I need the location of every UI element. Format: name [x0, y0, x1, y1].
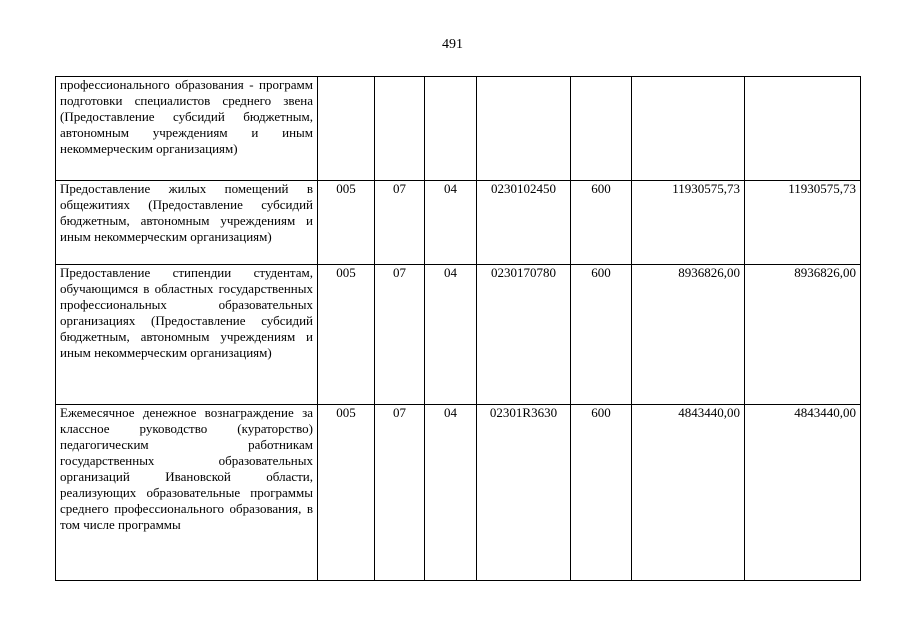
row-section-code [375, 77, 425, 181]
row-amount-1 [632, 77, 745, 181]
row-subsection-code: 04 [425, 181, 477, 265]
row-target-article: 0230102450 [477, 181, 571, 265]
row-target-article: 02301R3630 [477, 405, 571, 581]
row-expense-type [571, 77, 632, 181]
row-amount-2: 4843440,00 [745, 405, 861, 581]
row-amount-1: 4843440,00 [632, 405, 745, 581]
row-subsection-code [425, 77, 477, 181]
row-description: Предоставление жилых помещений в общежитиях (Предоставление субсидий бюджетным, автономным учреждениям и иным некоммерческим организациям) [56, 181, 318, 265]
row-ministry-code: 005 [318, 405, 375, 581]
row-amount-2: 8936826,00 [745, 265, 861, 405]
row-amount-1: 11930575,73 [632, 181, 745, 265]
table-row [56, 265, 861, 405]
row-expense-type: 600 [571, 405, 632, 581]
row-expense-type: 600 [571, 181, 632, 265]
row-description: Ежемесячное денежное вознаграждение за классное руководство (кураторство) педагогическим работникам государственных образовательных организаций Ивановской области, реализующих образовательные программы среднего профессионального образования, в том числе программы [56, 405, 318, 581]
row-section-code: 07 [375, 181, 425, 265]
row-description: Предоставление стипендии студентам, обучающимся в областных государственных профессиональных образовательных организациях (Предоставление субсидий бюджетным, автономным учреждениям и иным некоммерческим организациям) [56, 265, 318, 405]
row-subsection-code: 04 [425, 265, 477, 405]
budget-table [55, 76, 861, 581]
row-section-code: 07 [375, 405, 425, 581]
row-subsection-code: 04 [425, 405, 477, 581]
row-expense-type: 600 [571, 265, 632, 405]
row-ministry-code [318, 77, 375, 181]
row-amount-1: 8936826,00 [632, 265, 745, 405]
table-row [56, 405, 861, 581]
row-ministry-code: 005 [318, 181, 375, 265]
page-number: 491 [442, 37, 463, 52]
row-target-article: 0230170780 [477, 265, 571, 405]
row-amount-2: 11930575,73 [745, 181, 861, 265]
row-target-article [477, 77, 571, 181]
row-description: профессионального образования - программ подготовки специалистов среднего звена (Предоставление субсидий бюджетным, автономным учреждениям и иным некоммерческим организациям) [56, 77, 318, 181]
table-row [56, 77, 861, 181]
row-section-code: 07 [375, 265, 425, 405]
row-ministry-code: 005 [318, 265, 375, 405]
row-amount-2 [745, 77, 861, 181]
table-row [56, 181, 861, 265]
